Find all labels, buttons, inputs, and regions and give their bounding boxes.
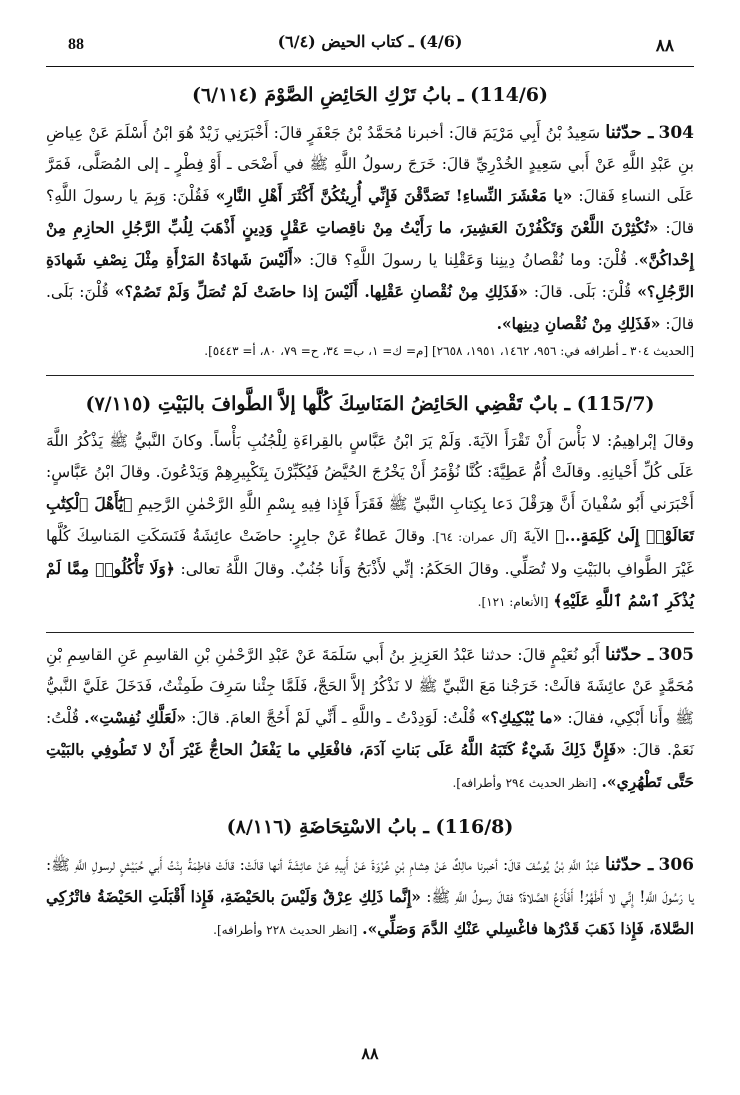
narration-text: الآيةَ [523, 527, 550, 545]
quran-verse: ﴿يَٰٓأَهْلَ ٱلْكِتَٰبِ تَعَالَوْا۟ إِلَىٰ كَلِمَةٍ...﴾ [46, 494, 694, 545]
narration-text: قُلْتُ: لَوَدِدْتُ ـ واللَّهِ ـ أَنِّي لَمْ أَحُجَّ العامَ. قالَ: [191, 709, 476, 727]
haddatha-label: ـ حدّثنا [605, 122, 654, 143]
matn-text: «فَذَلِكِ مِنْ نُقْصانِ عَقْلِها. أَلَيْسَ إذا حاضَتْ لَمْ تُصَلِّ وَلَمْ تَصُمْ؟» [114, 282, 528, 301]
isnad-text: سَعِيدُ بْنُ أَبِي مَرْيَمَ قالَ: أخبرنا مُحَمَّدُ بْنُ جَعْفَرٍ قالَ: أَخْبَرَنِي زَيْدٌ هُوَ ابْنُ أَسْلَمَ عَنْ عِياضِ بنِ عَبْدِ اللَّهِ عَنْ أَبي سَعِيدٍ الخُدْرِيِّ قالَ: خَرَجَ رسولُ اللَّهِ ﷺ في أَضْحَى ـ أَوْ فِطْرٍ ـ إلى المُصَلَّى، فَمَرَّ عَلَى النساءِ فَقالَ: [46, 124, 695, 205]
matn-text: «يا مَعْشَرَ النِّساءِ! تَصَدَّقْنَ فَإِنِّي أُرِيتُكُنَّ أَكْثَرَ أَهْلِ النَّارِ» [215, 186, 573, 205]
hadith-reference: [الحديث ٣٠٤ ـ أطرافه في: ٩٥٦، ١٤٦٢، ١٩٥١، ٢٦٥٨] [م= ك= ١، ب= ٣٤، ح= ٧٩، ٨٠، أ= ٥٤٤٣]. [204, 344, 694, 358]
narration-text: قُلْنَ: بَلَى. قالَ: [46, 283, 694, 333]
hadith-306 [46, 849, 694, 946]
page-number-latin: 88 [68, 36, 84, 53]
haddatha-label: ـ حدّثنا [605, 854, 654, 875]
quran-verse: ﴿وَلَا تَأْكُلُوا۟ مِمَّا لَمْ يُذْكَرِ ٱسْمُ ٱللَّهِ عَلَيْهِ﴾ [46, 559, 694, 610]
matn-text: «تُكْثِرْنَ اللَّعْنَ وَتَكْفُرْنَ العَشِيرَ، ما رَأَيْتُ مِنْ ناقِصاتِ عَقْلٍ وَدِينٍ أَذْهَبَ لِلُبِّ الرَّجُلِ الحازِمِ مِنْ إِحْداكُنَّ» [46, 218, 694, 269]
running-title: (4/6) ـ كتاب الحيض (٦/٤) [277, 32, 463, 51]
section-divider [46, 632, 694, 633]
chapter-heading-114: (114/6) ـ بابُ تَرْكِ الحَائِضِ الصَّوْمَ (٦/١١٤) [191, 84, 549, 106]
narration-text: وقالَ إبْراهِيمُ: لا بَأْسَ أَنْ تَقْرَأَ الآيَةَ. وَلَمْ يَرَ ابْنُ عَبَّاسٍ بالقِراءَةِ لِلْجُنُبِ بَأْساً. وكانَ النَّبيُّ ﷺ يَذْكُرُ اللَّهَ عَلَى كُلِّ أَحْيانِهِ. وقالَتْ أُمُّ عَطِيَّةَ: كُنَّا نُؤْمَرُ أَنْ يَخْرُجَ الحُيَّضُ فَيُكَبِّرْنَ بِتَكْبِيرِهِمْ وَيَدْعُونَ. وقالَ ابْنُ عَبَّاسٍ: أَخْبَرَني أَبُو سُفْيانَ أَنَّ هِرَقْلَ دَعا بِكِتابِ النَّبيِّ ﷺ فَقَرَأَ فَإِذا فِيهِ بِسْمِ اللَّهِ الرَّحْمٰنِ الرَّحِيمِ [46, 432, 694, 513]
narration-text: قُلْنَ: بَلَى. قالَ: [533, 283, 632, 301]
matn-text: «لَعَلَّكِ نُفِسْتِ». [84, 708, 187, 727]
matn-text: «فَذَلِكِ مِنْ نُقْصانِ دِينِها». [496, 314, 661, 333]
matn-text: «إِنَّما ذَلِكِ عِرْقٌ وَلَيْسَ بالحَيْضَةِ، فَإِذا أَقْبَلَتِ الحَيْضَةُ فاتْرُكِي الصَّلاةَ، فَإِذا ذَهَبَ قَدْرُها فاغْسِلي عَنْكِ الدَّمَ وَصَلِّي». [46, 887, 694, 938]
chapter-heading-115: (115/7) ـ بابٌ تَقْضِي الحَائِضُ المَنَاسِكَ كُلَّها إلاَّ الطَّوافَ بالبَيْتِ (٧/١١٥) [85, 393, 655, 415]
narration-text: فَقُلْنَ: وَبِمَ يا رسولَ اللَّهِ؟ قالَ: [46, 187, 694, 237]
matn-text: «ما يُبْكِيكِ؟» [480, 708, 563, 727]
matn-text: «أَلَيْسَ شَهادَةُ المَرْأَةِ مِثْلَ نِصْفِ شَهادَةِ الرَّجُلِ؟» [46, 250, 695, 301]
hadith-number: 306 [658, 855, 694, 875]
hadith-305 [46, 639, 694, 799]
hadith-reference: [انظر الحديث ٢٩٤ وأطرافه]. [452, 776, 597, 790]
page-number-arabic: ٨٨ [655, 36, 674, 56]
chapter-heading-116: (116/8) ـ بابُ الاسْتِحَاضَةِ (٨/١١٦) [226, 816, 514, 838]
matn-text: «فَإِنَّ ذَلِكَ شَيْءٌ كَتَبَهُ اللَّهُ عَلَى بَناتِ آدَمَ، فافْعَلِي ما يَفْعَلُ الحاجُّ غَيْرَ أَنْ لا تَطُوفِي بالبَيْتِ حَتَّى تَطْهُرِي». [46, 740, 694, 791]
narration-text: . قُلْنَ: وما نُقْصانُ دِينِنا وَعَقْلِنا يا رسولَ اللَّهِ؟ قالَ: [309, 251, 639, 269]
page-header [46, 26, 694, 67]
hadith-reference: [انظر الحديث ٢٢٨ وأطرافه]. [213, 923, 358, 937]
section-divider [46, 375, 694, 376]
hadith-number: 304 [658, 123, 695, 143]
hadith-number: 305 [658, 645, 694, 665]
verse-reference: [آل عمران: ٦٤]. [431, 530, 517, 544]
verse-reference: [الأنعام: ١٢١]. [477, 595, 549, 609]
isnad-text: أَبُو نُعَيْمٍ قالَ: حدثنا عَبْدُ العَزِيزِ بنُ أَبي سَلَمَةَ عَنْ عَبْدِ الرَّحْمٰنِ بْنِ القاسِمِ عَنِ القاسِمِ بْنِ مُحَمَّدٍ عَنْ عائِشَةَ قالَتْ: خَرَجْنا مَعَ النَّبيِّ ﷺ لا نَذْكُرُ إلاَّ الحَجَّ، فَلَمَّا جِئْنا سَرِفَ طَمِثْتُ، فَدَخَلَ عَلَيَّ النَّبيُّ ﷺ وأَنا أَبْكِي، فقالَ: [46, 646, 694, 727]
chapter-115-body [46, 426, 694, 618]
haddatha-label: ـ حدّثنا [604, 644, 654, 665]
hadith-304 [46, 117, 694, 340]
narration-text: وقالَ عَطاءٌ عَنْ جابِرٍ: حاضَتْ عائِشَةُ فَنَسَكَتِ المَناسِكَ كُلَّها غَيْرَ الطَّوافِ بالبَيْتِ ولا تُصَلِّي. وقالَ الحَكَمُ: إنِّي لأَذْبَحُ وَأَنا جُنُبٌ. وقالَ اللَّهُ تعالى: [46, 527, 694, 578]
narration-text: قُلْتُ: نَعَمْ. قالَ: [46, 709, 694, 759]
isnad-text: عَبْدُ اللَّهِ بْنُ يُوسُفَ قالَ: أخبرنا مالِكٌ عَنْ هِشامِ بْنِ عُرْوَةَ عَنْ أَبِيهِ عَنْ عائِشَةَ أنها قالَتْ: قالَتْ فاطِمَةُ بِنْتُ أَبي حُبَيْشٍ لرسولِ اللَّهِ ﷺ: يا رَسُولَ اللَّهِ! إِنِّي لا أَطْهُرُ! أَفَأَدَعُ الصَّلاةَ؟ فقالَ رسولُ اللَّهِ ﷺ: [46, 856, 694, 906]
page-number-footer: ٨٨ [361, 1044, 379, 1063]
